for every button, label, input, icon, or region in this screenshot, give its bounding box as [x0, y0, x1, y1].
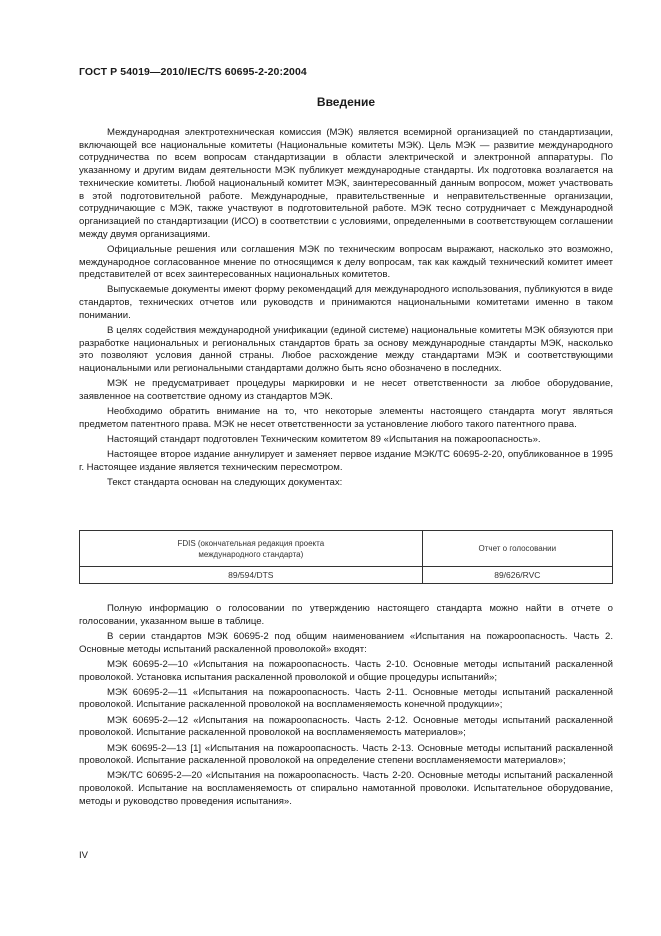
paragraph: Выпускаемые документы имеют форму рекомендаций для международного использования, публикуются в виде стандартов, технических отчетов или руководств и принимаются национальными комитетами именно в таком понимании.: [79, 284, 613, 321]
fdis-column-header: [80, 531, 423, 567]
paragraph: МЭК/TC 60695-2—20 «Испытания на пожароопасность. Часть 2-20. Основные методы испытаний раскаленной проволокой. Испытание на воспламеняемость от спирально намотанной проволоки. Испытательное оборудование, методы и руководство проведения испытания».: [79, 770, 613, 807]
paragraph: Настоящий стандарт подготовлен Техническим комитетом 89 «Испытания на пожароопасность».: [107, 434, 541, 446]
paragraph: Международная электротехническая комиссия (МЭК) является всемирной организацией по стандартизации, включающей все национальные комитеты (Национальные комитеты МЭК). Цель МЭК — развитие международного сотрудничества по всем вопросам стандартизации в области электрической и электронной аппаратуры. По указанному и другим видам деятельности МЭК публикует международные стандарты. Их подготовка возлагается на технические комитеты. Любой национальный комитет МЭК, заинтересованный данным вопросом, может участвовать в этой подготовительной работе. Международные, правительственные и неправительственные организации, сотрудничающие с МЭК, также участвуют в подготовительной работе. МЭК тесно сотрудничает с Международной организацией по стандартизации (ИСО) в соответствии с условиями, определенными в соответствующем соглашении между двумя организациями.: [79, 127, 613, 240]
paragraph: МЭК 60695-2—11 «Испытания на пожароопасность. Часть 2-11. Основные методы испытаний раскаленной проволокой. Испытание раскаленной проволокой на воспламеняемость конечной продукции»;: [79, 686, 613, 711]
paragraph: МЭК 60695-2—10 «Испытания на пожароопасность. Часть 2-10. Основные методы испытаний раскаленной проволокой. Установка испытания раскаленной проволокой и общие процедуры испытаний»;: [79, 658, 613, 683]
paragraph: В серии стандартов МЭК 60695-2 под общим наименованием «Испытания на пожароопасность. Часть 2. Основные методы испытаний раскаленной проволокой» входят:: [79, 630, 613, 655]
paragraph: Официальные решения или соглашения МЭК по техническим вопросам выражают, насколько это возможно, международное согласованное мнение по относящимся к делу вопросам, так как каждый технический комитет имеет представителей от всех заинтересованных национальных комитетов.: [79, 243, 613, 281]
table-row: [80, 567, 613, 584]
paragraph: Полную информацию о голосовании по утверждению настоящего стандарта можно найти в отчете о голосовании, указанном выше в таблице.: [79, 603, 613, 627]
paragraph: МЭК 60695-2—13 [1] «Испытания на пожароопасность. Часть 2-13. Основные методы испытаний раскаленной проволокой. Испытание раскаленной проволокой на определение степени воспламеняемости материалов»;: [79, 742, 613, 767]
section-title: Введение: [316, 95, 376, 109]
voting-report-column-header: Отчет о голосовании: [422, 531, 612, 567]
voting-report-value: 89/626/RVC: [422, 567, 612, 584]
fdis-value: 89/594/DTS: [80, 567, 423, 584]
page-number: IV: [79, 850, 88, 861]
paragraph: Настоящее второе издание аннулирует и заменяет первое издание МЭК/TC 60695-2-20, опубликованное в 1995 г. Настоящее издание является техническим пересмотром.: [79, 449, 613, 474]
paragraph: МЭК не предусматривает процедуры маркировки и не несет ответственности за любое оборудование, заявленное на соответствие одному из стандартов МЭК.: [79, 378, 613, 403]
paragraph: Текст стандарта основан на следующих документах:: [107, 477, 343, 489]
fdis-header-line-1: FDIS (окончательная редакция проекта: [177, 538, 325, 548]
document-header: ГОСТ Р 54019—2010/IEC/TS 60695-2-20:2004: [79, 66, 307, 78]
introduction-text: [79, 127, 613, 492]
voting-documents-table: [79, 530, 613, 584]
series-text: [79, 603, 613, 811]
fdis-header-line-2: международного стандарта): [198, 549, 304, 559]
paragraph: В целях содействия международной унификации (единой системе) национальные комитеты МЭК обязуются при разработке национальных и региональных стандартов брать за основу международные стандарты МЭК, насколько это позволяют условия данной страны. Любое расхождение между стандартами МЭК и соответствующими национальными или региональными стандартами должно быть ясно обозначено в последних.: [79, 325, 613, 375]
paragraph: Необходимо обратить внимание на то, что некоторые элементы настоящего стандарта могут являться предметом патентного права. МЭК не несет ответственности за установление любого такого патентного права.: [79, 406, 613, 430]
paragraph: МЭК 60695-2—12 «Испытания на пожароопасность. Часть 2-12. Основные методы испытаний раскаленной проволокой. Испытание раскаленной проволокой на воспламеняемость материалов»;: [79, 714, 613, 739]
table-header-row: [80, 531, 613, 567]
